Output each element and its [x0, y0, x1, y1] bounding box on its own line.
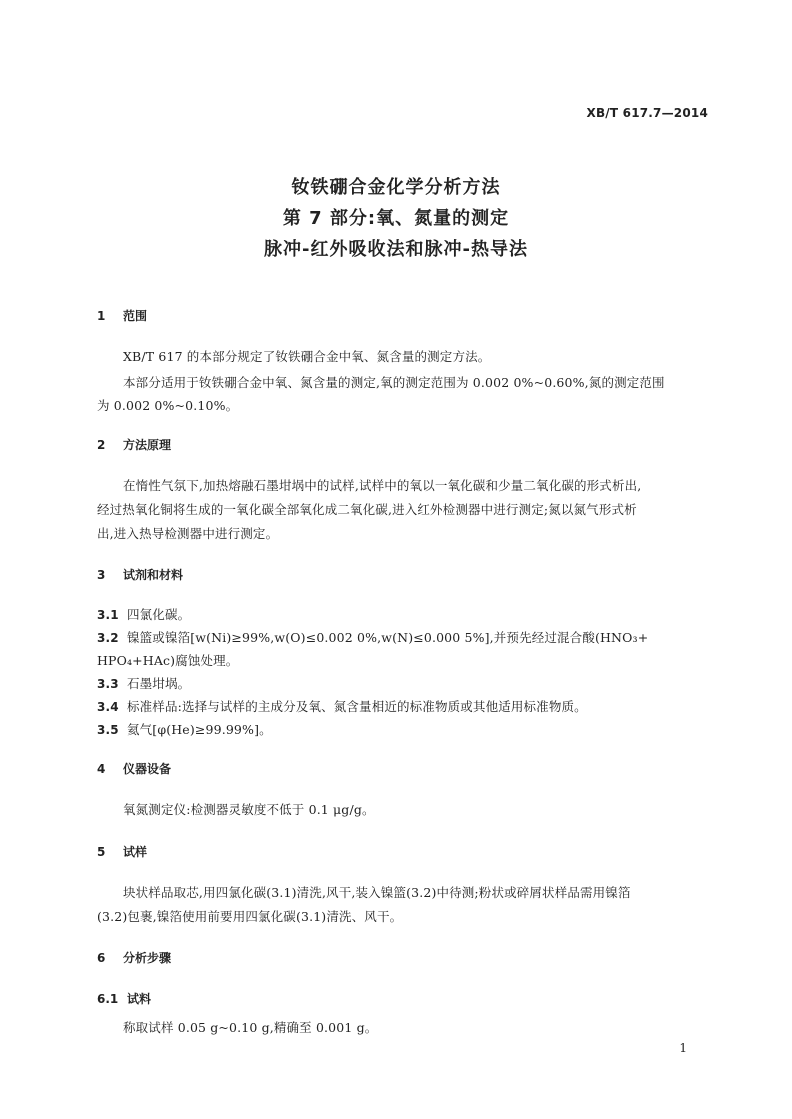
section-number: 4 [97, 762, 106, 776]
section-2-heading [97, 436, 171, 453]
title-line-3: 脉冲-红外吸收法和脉冲-热导法 [264, 239, 528, 260]
section-title: 分析步骤 [123, 951, 172, 965]
section-title: 方法原理 [123, 438, 172, 452]
section-title: 试样 [123, 845, 148, 859]
item-number: 3.1 [97, 608, 119, 622]
item-number: 3.2 [97, 631, 119, 645]
section-3-heading [97, 566, 183, 583]
section-2-line-3: 出,进入热导检测器中进行测定。 [97, 526, 279, 541]
list-item [97, 720, 272, 738]
item-text: 氦气[φ(He)≥99.99%]。 [127, 722, 272, 737]
section-4-paragraph: 氧氮测定仪:检测器灵敏度不低于 0.1 μg/g。 [123, 802, 375, 817]
list-item [97, 605, 190, 623]
section-5-heading [97, 843, 147, 860]
subsection-6-1-heading [97, 990, 151, 1007]
section-title: 试剂和材料 [123, 568, 184, 582]
section-number: 6 [97, 951, 106, 965]
section-2-line-2: 经过热氧化铜将生成的一氧化碳全部氧化成二氧化碳,进入红外检测器中进行测定;氮以氮气形式析 [97, 502, 637, 517]
item-number: 3.3 [97, 677, 119, 691]
item-text: 石墨坩埚。 [127, 676, 191, 691]
list-item-continuation: HPO₄+HAc)腐蚀处理。 [97, 653, 239, 668]
section-number: 2 [97, 438, 106, 452]
section-2-line-1: 在惰性气氛下,加热熔融石墨坩埚中的试样,试样中的氧以一氧化碳和少量二氧化碳的形式析出, [123, 478, 642, 493]
item-number: 3.5 [97, 723, 119, 737]
section-title: 仪器设备 [123, 762, 172, 776]
section-1-paragraph-2-line-1: 本部分适用于钕铁硼合金中氧、氮含量的测定,氧的测定范围为 0.002 0%~0.60%,氮的测定范围 [123, 375, 665, 390]
item-text: 标准样品:选择与试样的主成分及氧、氮含量相近的标准物质或其他适用标准物质。 [127, 699, 587, 714]
section-1-heading [97, 307, 147, 324]
section-number: 1 [97, 309, 106, 323]
section-title: 范围 [123, 309, 148, 323]
list-item [97, 628, 648, 646]
section-6-heading [97, 949, 171, 966]
title-line-2: 第 7 部分:氧、氮量的测定 [282, 208, 510, 229]
item-text: 镍篮或镍箔[w(Ni)≥99%,w(O)≤0.002 0%,w(N)≤0.000 5%],并预先经过混合酸(HNO₃+ [127, 630, 649, 645]
item-text: 四氯化碳。 [127, 607, 191, 622]
page-number: 1 [679, 1041, 687, 1055]
section-1-paragraph-1: XB/T 617 的本部分规定了钕铁硼合金中氧、氮含量的测定方法。 [123, 349, 491, 364]
section-5-line-1: 块状样品取芯,用四氯化碳(3.1)清洗,风干,装入镍篮(3.2)中待测;粉状或碎屑状样品需用镍箔 [123, 885, 631, 900]
section-4-heading [97, 760, 171, 777]
section-1-paragraph-2-line-2: 为 0.002 0%~0.10%。 [97, 398, 239, 413]
title-line-1: 钕铁硼合金化学分析方法 [291, 177, 501, 198]
list-item [97, 674, 190, 692]
list-item [97, 697, 587, 715]
section-number: 3 [97, 568, 106, 582]
section-5-line-2: (3.2)包裹,镍箔使用前要用四氯化碳(3.1)清洗、风干。 [97, 909, 403, 924]
subsection-6-1-paragraph: 称取试样 0.05 g~0.10 g,精确至 0.001 g。 [123, 1020, 378, 1035]
section-number: 5 [97, 845, 106, 859]
standard-number: XB/T 617.7—2014 [586, 106, 708, 120]
subsection-number: 6.1 [97, 992, 119, 1006]
item-number: 3.4 [97, 700, 119, 714]
subsection-title: 试料 [127, 992, 152, 1006]
